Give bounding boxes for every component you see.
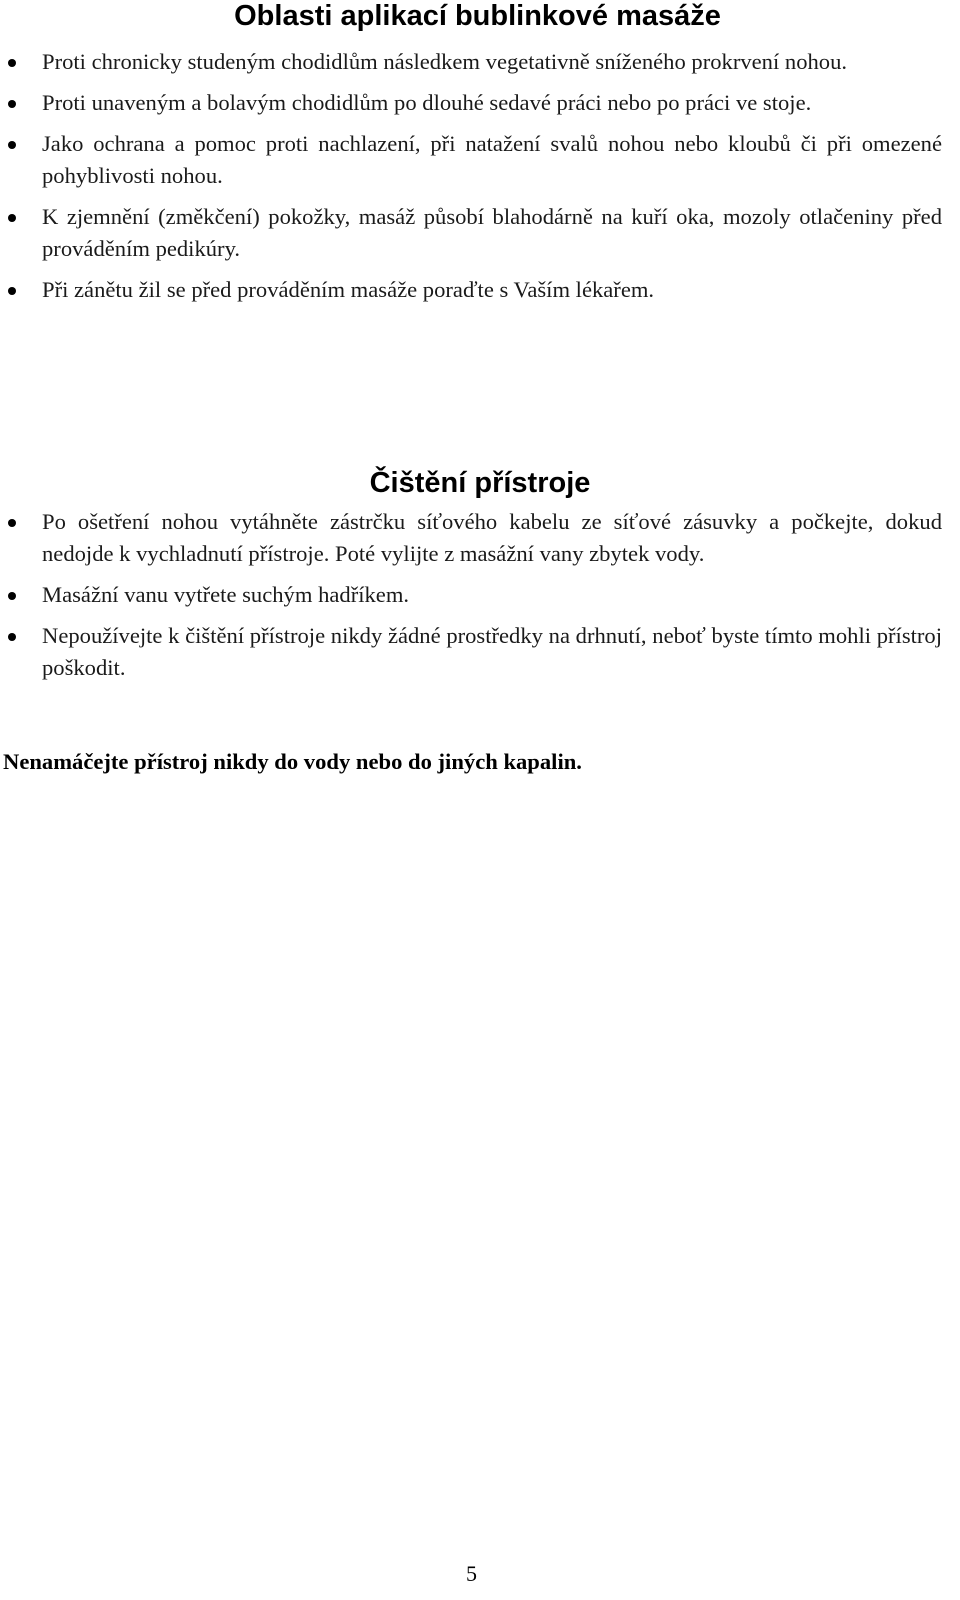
bullet-icon xyxy=(8,100,16,108)
list-item-text: Nepoužívejte k čištění přístroje nikdy žádné prostředky na drhnutí, neboť byste tímto mohli přístroj poškodit. xyxy=(42,623,942,680)
list-item-text: Proti chronicky studeným chodidlům následkem vegetativně sníženého prokrvení nohou. xyxy=(42,49,848,74)
warning-text: Nenamáčejte přístroj nikdy do vody nebo do jiných kapalin. xyxy=(3,749,582,774)
list-item-text: Jako ochrana a pomoc proti nachlazení, při natažení svalů nohou nebo kloubů či při omezené pohyblivosti nohou. xyxy=(42,131,942,188)
page-number: 5 xyxy=(466,1561,477,1586)
bullet-icon xyxy=(8,214,16,222)
list-item xyxy=(0,46,960,78)
list-item xyxy=(0,579,960,611)
list-item xyxy=(0,87,960,119)
list-item-text: Masážní vanu vytřete suchým hadříkem. xyxy=(42,582,410,607)
list-item-text: Při zánětu žil se před prováděním masáže poraďte s Vaším lékařem. xyxy=(42,277,655,302)
list-item xyxy=(0,128,960,192)
list-item xyxy=(0,274,960,306)
list-item-text: Proti unaveným a bolavým chodidlům po dlouhé sedavé práci nebo po práci ve stoje. xyxy=(42,90,812,115)
bullet-icon xyxy=(8,141,16,149)
applications-list xyxy=(0,46,960,315)
list-item xyxy=(0,506,960,570)
section-title-applications: Oblasti aplikací bublinkové masáže xyxy=(234,0,721,32)
list-item xyxy=(0,620,960,684)
bullet-icon xyxy=(8,519,16,527)
list-item xyxy=(0,201,960,265)
list-item-text: K zjemnění (změkčení) pokožky, masáž působí blahodárně na kuří oka, mozoly otlačeniny před prováděním pedikúry. xyxy=(42,204,942,261)
bullet-icon xyxy=(8,287,16,295)
section-title-cleaning: Čištění přístroje xyxy=(369,467,591,499)
list-item-text: Po ošetření nohou vytáhněte zástrčku síťového kabelu ze síťové zásuvky a počkejte, dokud nedojde k vychladnutí přístroje. Poté vylijte z masážní vany zbytek vody. xyxy=(42,509,942,566)
bullet-icon xyxy=(8,59,16,67)
bullet-icon xyxy=(8,592,16,600)
bullet-icon xyxy=(8,633,16,641)
cleaning-list xyxy=(0,506,960,693)
